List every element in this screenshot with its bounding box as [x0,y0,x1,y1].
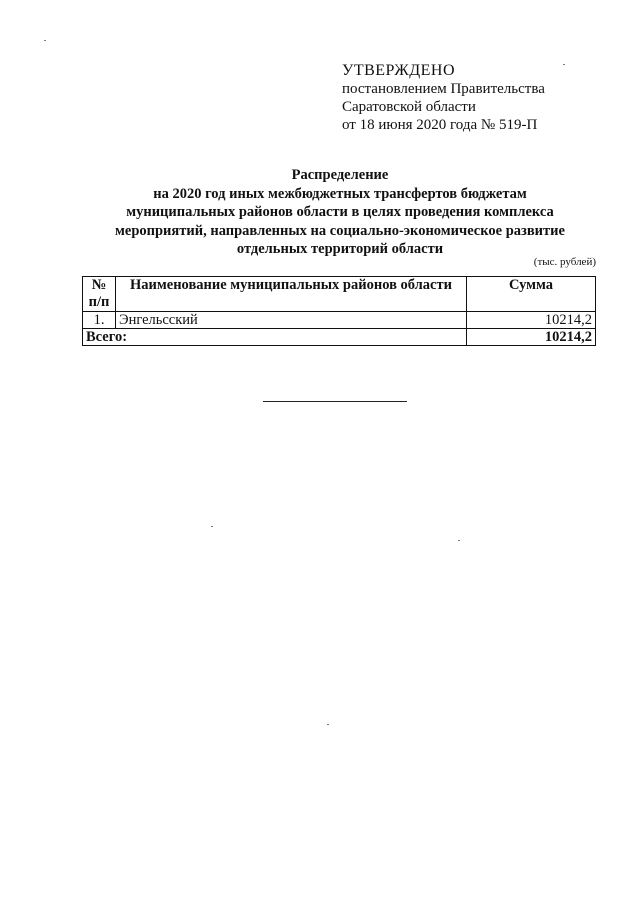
total-sum: 10214,2 [467,329,596,346]
units-note: (тыс. рублей) [533,256,596,268]
scan-speck [211,526,213,527]
approval-line-1: постановлением Правительства [342,81,545,97]
scan-speck [44,40,46,41]
title-line-2: на 2020 год иных межбюджетных трансфертов бюджетам [153,185,527,202]
total-label: Всего: [83,329,467,346]
title-line-5: отдельных территорий области [236,241,444,257]
row-number: 1. [83,312,116,329]
table-header-row [83,277,596,312]
row-district-name: Энгельсский [116,312,467,329]
title-line-4: мероприятий, направленных на социально-экономическое развитие [115,222,565,239]
scan-speck [327,724,329,725]
closing-divider [263,401,407,402]
header-number: № п/п [83,277,116,312]
table-row [83,312,596,329]
approval-line-2: Саратовской области [342,99,476,115]
scan-speck [458,540,460,541]
header-district-name: Наименование муниципальных районов области [116,277,467,312]
title-line-1: Распределение [291,167,389,183]
document-title [60,166,620,259]
allocation-table [82,276,596,346]
title-line-3: муниципальных районов области в целях проведения комплекса [126,204,554,220]
approval-stamp [342,62,545,134]
scan-speck [563,64,565,65]
approval-line-3: от 18 июня 2020 года № 519-П [342,117,538,133]
header-sum: Сумма [467,277,596,312]
approval-heading: УТВЕРЖДЕНО [342,62,456,79]
table-total-row [83,329,596,346]
row-sum: 10214,2 [467,312,596,329]
